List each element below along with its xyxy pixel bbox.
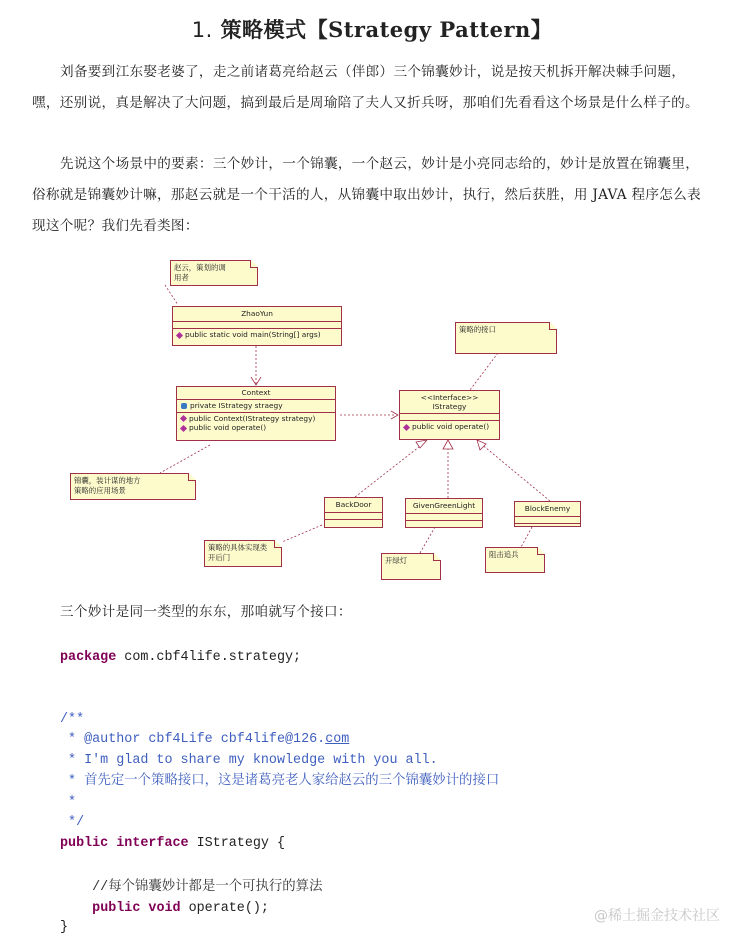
code-text: com.cbf4life.strategy; [116, 650, 302, 665]
class-attributes [406, 514, 482, 521]
comment-line: /** [60, 711, 85, 727]
comment-line [60, 730, 499, 751]
note-line: 策略的接口 [459, 325, 496, 334]
class-methods [406, 521, 482, 527]
interface-declaration [60, 834, 499, 855]
note-line: 策略的应用场景 [74, 486, 126, 495]
class-attributes [515, 517, 580, 524]
class-name: Context [177, 387, 335, 400]
class-attributes [177, 400, 335, 413]
uml-class-diagram [60, 255, 600, 585]
class-context [176, 386, 336, 441]
class-zhaoyun [172, 306, 342, 346]
method-signature: public Context(IStrategy strategy) [189, 413, 316, 423]
comment-line: */ [60, 815, 85, 831]
class-givengreenlight [405, 498, 483, 528]
note-greenlight [381, 553, 441, 580]
note-zhaoyun [170, 260, 258, 286]
class-methods [177, 413, 335, 434]
class-attributes [400, 414, 499, 421]
interface-istrategy [399, 390, 500, 440]
class-blockenemy [514, 501, 581, 527]
code-close-brace: } [60, 920, 69, 935]
title-zh: 策略模式 [220, 18, 307, 42]
method-signature: public void operate() [412, 422, 490, 431]
class-methods [515, 524, 580, 530]
class-methods [400, 421, 499, 433]
class-backdoor [324, 497, 383, 528]
comment-line: * [60, 794, 77, 810]
comment-text: * @author cbf4Life cbf4life@126. [60, 732, 326, 748]
method-signature: public static void main(String[] args) [185, 330, 321, 339]
class-name: BackDoor [325, 498, 382, 513]
note-interface [455, 322, 557, 354]
method-declaration [60, 898, 322, 919]
watermark: @稀土掘金技术社区 [594, 908, 720, 924]
interface-intro-paragraph: 三个妙计是同一类型的东东，那咱就写个接口： [60, 604, 352, 620]
title-number: 1. [191, 18, 213, 42]
title-en: Strategy Pattern [328, 17, 531, 42]
class-name: GivenGreenLight [406, 499, 482, 514]
note-line: 开后门 [208, 553, 231, 562]
keyword: package [60, 650, 117, 665]
code-javadoc [60, 689, 499, 875]
note-line: 赵云，策划的调 [174, 263, 226, 272]
class-attributes [173, 322, 341, 329]
email-link[interactable]: com [325, 732, 350, 748]
class-methods [173, 329, 341, 341]
title-bracket-open: 【 [306, 18, 329, 42]
code-interface-body [60, 856, 322, 940]
class-name: ZhaoYun [173, 307, 341, 322]
code-text: operate(); [180, 901, 269, 916]
comment-line: * 首先定一个策略接口，这是诸葛亮老人家给赵云的三个锦囊妙计的接口 [60, 773, 500, 789]
class-name: BlockEnemy [515, 502, 580, 517]
intro-paragraph: 刘备要到江东娶老婆了，走之前诸葛亮给赵云（伴郎）三个锦囊妙计，说是按天机拆开解决棘手问题，嘿，还别说，真是解决了大问题，搞到最后是周瑜陪了夫人又折兵呀，那咱们先看看这个场景是什么样子的。 [32, 64, 699, 111]
note-line: 用者 [174, 273, 189, 282]
public-method-icon [403, 423, 410, 430]
method-signature: public void operate() [189, 423, 267, 432]
class-name: IStrategy [432, 402, 467, 411]
note-backdoor [204, 540, 282, 567]
private-attribute-icon [181, 403, 187, 409]
elements-paragraph: 先说这个场景中的要素：三个妙计，一个锦囊，一个赵云，妙计是小亮同志给的，妙计是放置在锦囊里，俗称就是锦囊妙计嘛，那赵云就是一个干活的人，从锦囊中取出妙计，执行，然后获胜，用 JAVA 程序怎么表现这个呢？我们先看类图： [32, 156, 701, 234]
note-context [70, 473, 196, 500]
keyword: public void [92, 901, 181, 916]
attribute-signature: private IStrategy straegy [190, 401, 283, 410]
note-line: 策略的具体实现类 [208, 543, 268, 552]
page-title [0, 14, 744, 44]
public-method-icon [176, 331, 183, 338]
indent [60, 901, 92, 916]
note-line: 阻击追兵 [489, 550, 519, 559]
note-line: 开绿灯 [385, 556, 408, 565]
note-line: 锦囊，装计谋的地方 [74, 476, 141, 485]
title-bracket-close: 】 [530, 18, 553, 42]
class-methods [325, 520, 382, 526]
code-package-line [60, 648, 301, 668]
code-text: IStrategy { [188, 835, 286, 851]
note-blockenemy [485, 547, 545, 573]
keyword: public interface [60, 835, 189, 851]
line-comment: //每个锦囊妙计都是一个可执行的算法 [60, 880, 323, 895]
public-method-icon [180, 424, 187, 431]
public-method-icon [180, 415, 187, 422]
comment-line: * I'm glad to share my knowledge with you all. [60, 753, 438, 769]
class-attributes [325, 513, 382, 520]
stereotype-label: <<Interface>> [420, 393, 479, 402]
interface-header [400, 391, 499, 414]
